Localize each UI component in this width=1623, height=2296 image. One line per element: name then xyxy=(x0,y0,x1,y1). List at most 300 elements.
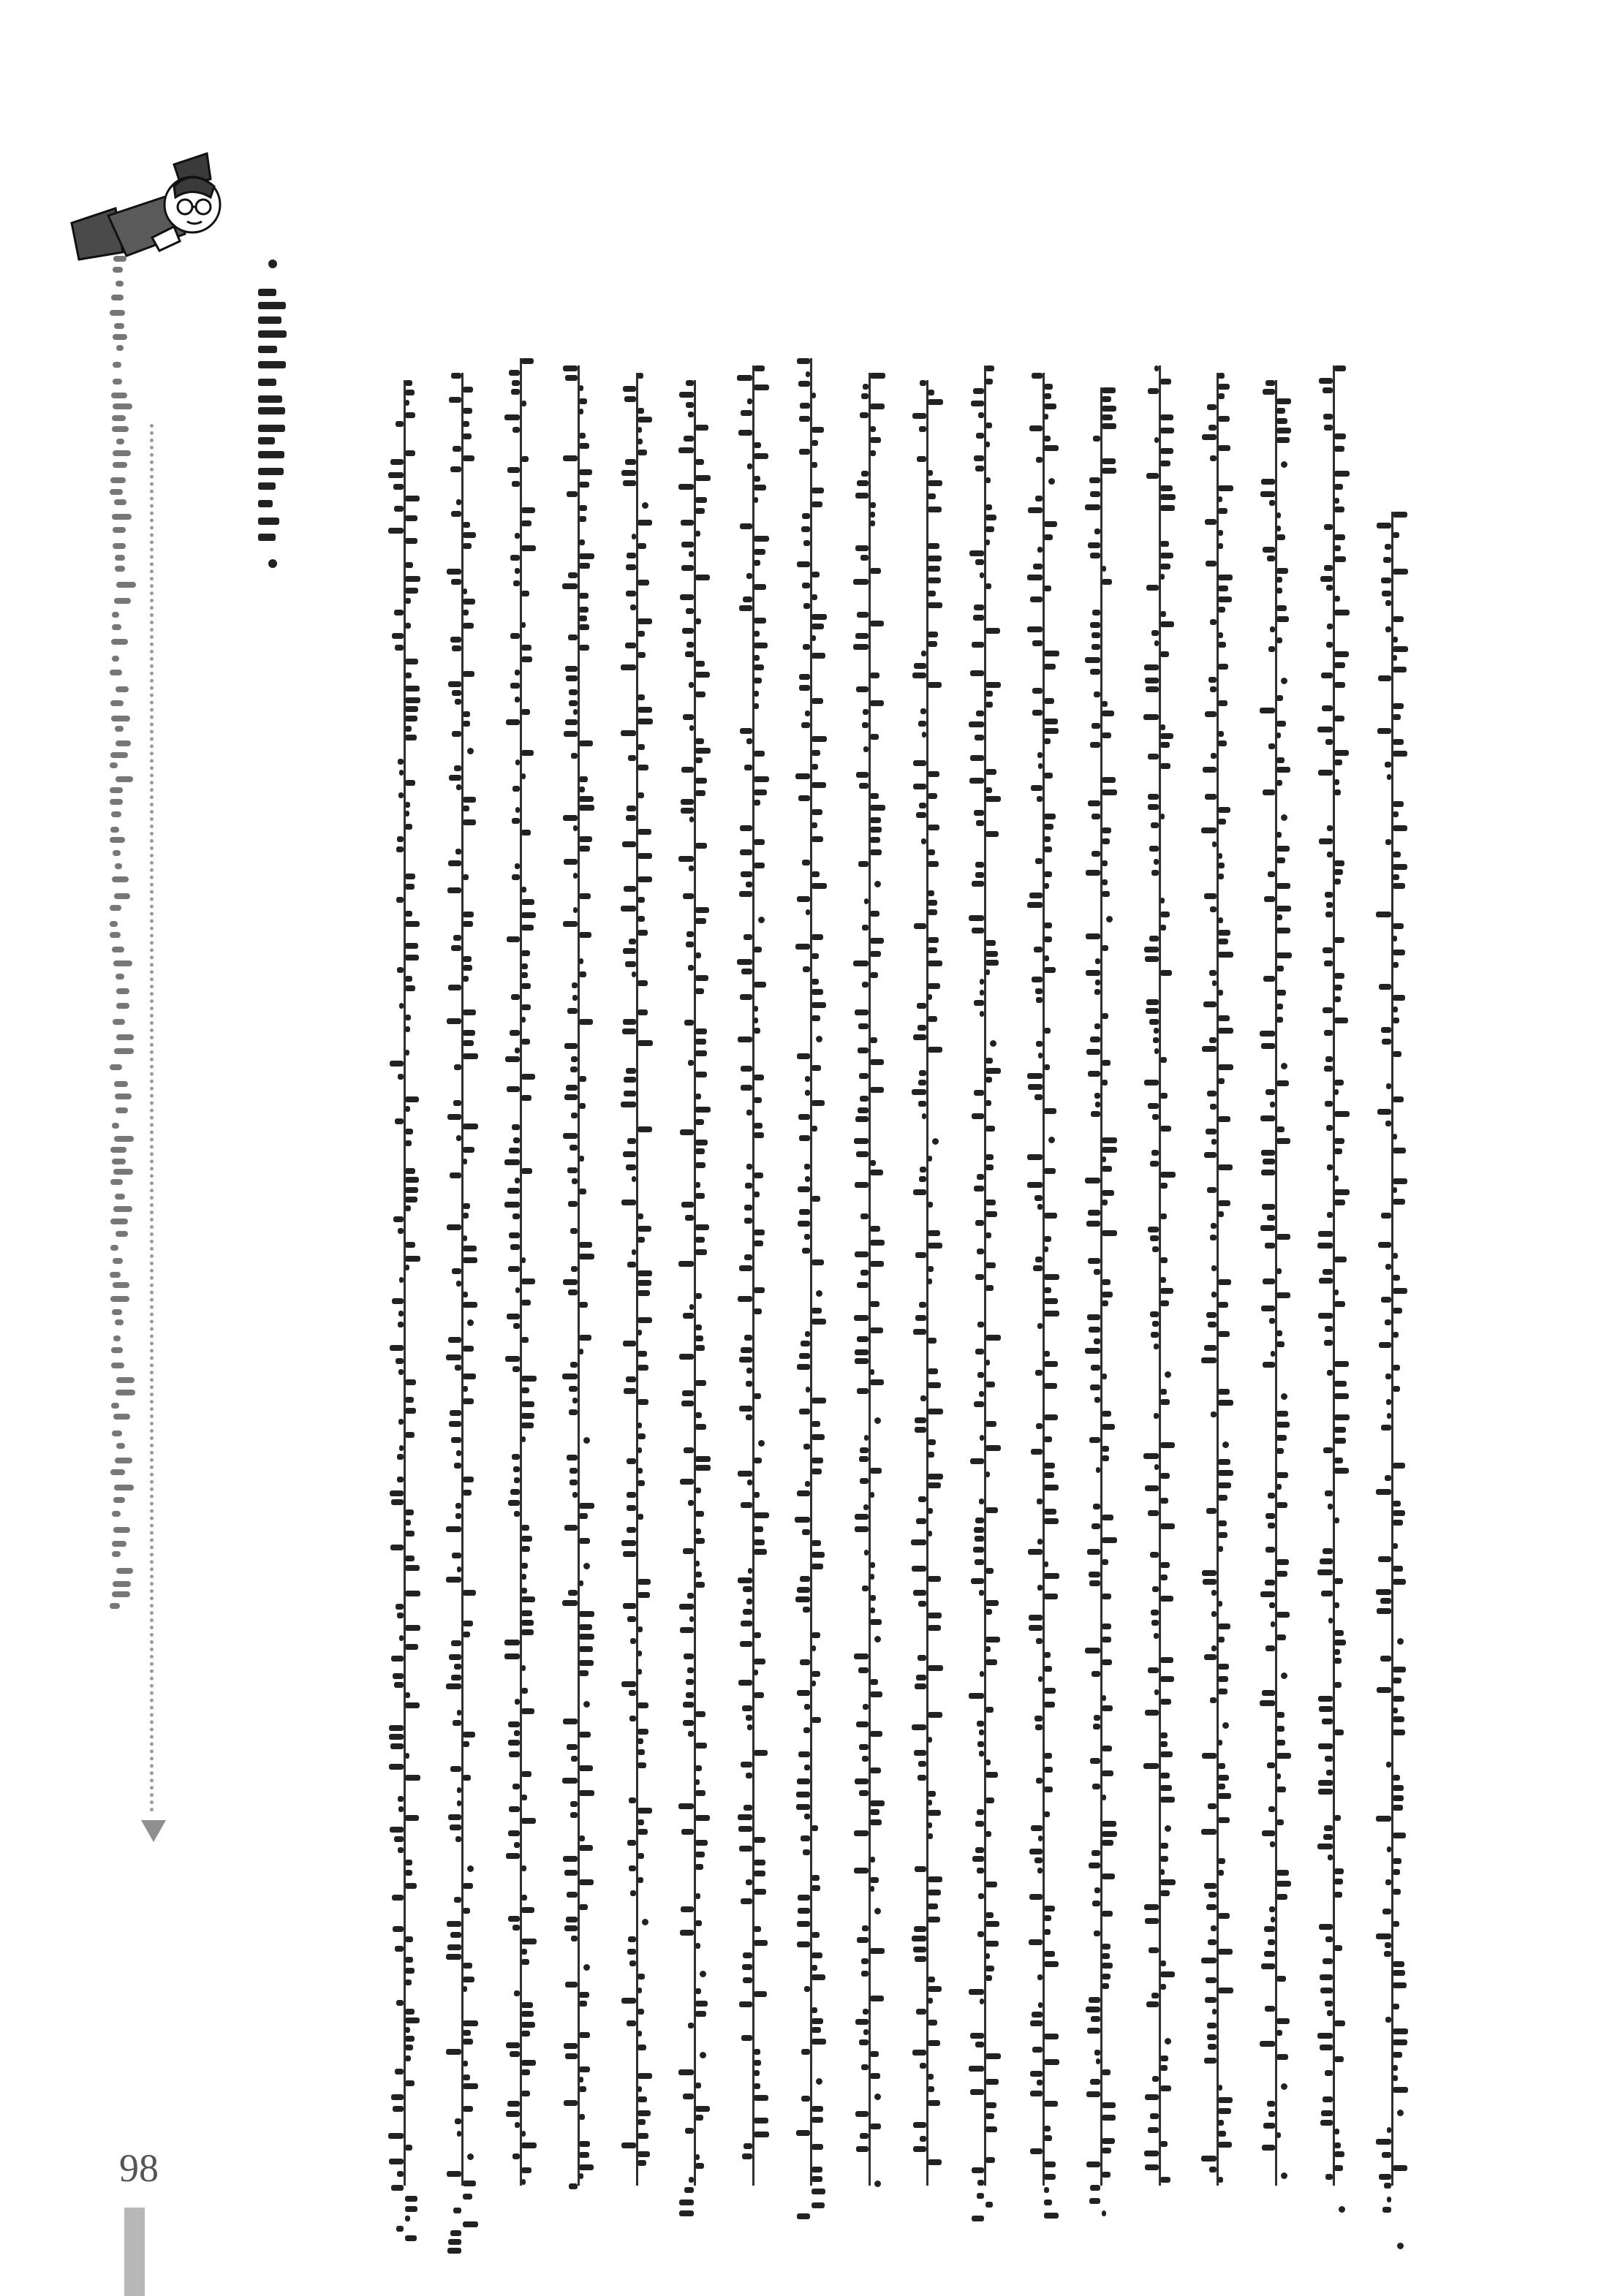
text-stroke xyxy=(1044,1064,1050,1070)
text-stroke xyxy=(638,744,645,750)
text-stroke xyxy=(1102,1424,1115,1430)
text-stroke xyxy=(695,1140,708,1145)
text-stroke xyxy=(975,1847,984,1853)
text-stroke xyxy=(812,1540,821,1546)
text-stroke xyxy=(1102,1515,1113,1520)
text-stroke xyxy=(1029,1894,1043,1900)
text-stroke xyxy=(1037,752,1043,758)
text-stroke xyxy=(1154,1048,1159,1054)
text-stroke xyxy=(463,1490,472,1496)
text-stroke xyxy=(985,1100,991,1106)
text-stroke xyxy=(579,1634,594,1640)
text-stroke xyxy=(1150,1161,1159,1167)
text-stroke xyxy=(573,825,578,831)
text-stroke xyxy=(1381,1425,1391,1431)
text-stroke xyxy=(456,1281,461,1287)
text-stroke xyxy=(1160,564,1170,569)
text-stroke xyxy=(985,423,992,428)
text-stroke xyxy=(405,824,412,830)
text-stroke xyxy=(1027,902,1043,908)
text-stroke xyxy=(510,1489,520,1495)
text-column-spine xyxy=(578,365,580,2186)
text-stroke xyxy=(741,969,752,974)
text-stroke xyxy=(684,1447,694,1453)
text-stroke xyxy=(754,1028,760,1034)
text-stroke xyxy=(800,1659,810,1665)
text-stroke xyxy=(683,1313,694,1319)
text-stroke xyxy=(1218,530,1223,536)
text-stroke xyxy=(912,1566,926,1572)
text-stroke xyxy=(463,1246,477,1251)
text-stroke xyxy=(854,1315,869,1321)
text-stroke xyxy=(1393,2065,1398,2071)
text-stroke xyxy=(405,2036,415,2042)
text-stroke xyxy=(1276,732,1281,738)
text-punctuation xyxy=(874,2181,881,2187)
text-stroke xyxy=(812,1632,820,1638)
text-stroke xyxy=(870,1379,884,1385)
text-stroke xyxy=(1276,906,1291,912)
text-stroke xyxy=(975,1559,984,1565)
text-stroke xyxy=(1160,651,1169,657)
text-stroke xyxy=(398,1369,404,1375)
text-stroke xyxy=(975,862,984,868)
text-stroke xyxy=(463,2106,473,2112)
text-stroke xyxy=(985,2202,993,2208)
text-stroke xyxy=(914,1750,926,1756)
text-stroke xyxy=(1044,871,1052,877)
text-stroke xyxy=(695,2154,700,2160)
text-stroke xyxy=(812,1469,822,1474)
text-stroke xyxy=(1218,1689,1227,1694)
text-stroke xyxy=(1276,577,1282,583)
text-stroke xyxy=(860,555,869,561)
text-stroke xyxy=(680,1930,694,1936)
text-stroke xyxy=(695,672,710,678)
text-stroke xyxy=(681,799,694,805)
text-stroke xyxy=(1218,863,1225,868)
text-stroke xyxy=(1102,1821,1116,1827)
header-text-stroke xyxy=(110,1219,128,1224)
text-stroke xyxy=(1160,1984,1166,1990)
header-text-stroke xyxy=(110,1064,122,1070)
text-stroke xyxy=(638,1447,642,1453)
text-stroke xyxy=(695,1028,707,1034)
text-stroke xyxy=(1320,1974,1333,1980)
text-stroke xyxy=(579,1611,594,1617)
text-stroke xyxy=(638,2073,652,2079)
text-stroke xyxy=(747,1479,752,1485)
text-stroke xyxy=(684,2187,694,2193)
text-stroke xyxy=(799,685,810,691)
text-punctuation xyxy=(583,1437,590,1444)
text-stroke xyxy=(1218,1211,1224,1217)
text-stroke xyxy=(920,380,926,386)
text-stroke xyxy=(463,2030,471,2036)
text-stroke xyxy=(1380,1656,1391,1662)
text-stroke xyxy=(463,797,476,803)
text-stroke xyxy=(405,1140,412,1146)
text-stroke xyxy=(1270,1841,1275,1847)
text-column xyxy=(968,227,1002,2200)
text-stroke xyxy=(870,1160,876,1166)
text-stroke xyxy=(638,1819,644,1825)
heading-stroke xyxy=(258,407,285,414)
text-stroke xyxy=(1160,1126,1171,1132)
text-stroke xyxy=(625,961,636,967)
text-stroke xyxy=(1150,1235,1159,1241)
text-stroke xyxy=(985,1077,992,1083)
text-stroke xyxy=(521,507,535,513)
text-stroke xyxy=(970,1458,984,1464)
text-stroke xyxy=(684,1653,694,1659)
text-stroke xyxy=(985,1068,1001,1074)
text-stroke xyxy=(1327,825,1333,831)
text-stroke xyxy=(754,800,760,806)
text-stroke xyxy=(463,1009,476,1015)
text-stroke xyxy=(1393,1365,1400,1371)
text-stroke xyxy=(915,1866,926,1872)
text-stroke xyxy=(1328,1854,1333,1860)
text-stroke xyxy=(980,1435,984,1441)
text-stroke xyxy=(1036,1778,1043,1784)
text-stroke xyxy=(754,631,760,637)
text-stroke xyxy=(1034,1716,1043,1721)
text-stroke xyxy=(915,1956,926,1962)
header-text-stroke xyxy=(113,450,131,456)
text-stroke xyxy=(1035,496,1043,501)
header-text-stroke xyxy=(110,752,128,758)
text-stroke xyxy=(1393,703,1404,709)
text-stroke xyxy=(739,1846,752,1852)
text-stroke xyxy=(579,1904,588,1910)
text-stroke xyxy=(969,1693,984,1699)
text-stroke xyxy=(405,1168,415,1174)
text-stroke xyxy=(1268,1523,1275,1528)
text-stroke xyxy=(405,976,412,982)
text-stroke xyxy=(1218,445,1230,451)
text-stroke xyxy=(521,1017,526,1023)
text-stroke xyxy=(391,1499,404,1505)
text-stroke xyxy=(638,980,648,986)
text-stroke xyxy=(405,811,409,817)
text-stroke xyxy=(1208,425,1217,431)
text-stroke xyxy=(568,1590,578,1596)
text-stroke xyxy=(446,2049,461,2055)
text-stroke xyxy=(857,1282,869,1288)
text-stroke xyxy=(1262,1830,1275,1836)
text-stroke xyxy=(521,1095,531,1101)
text-stroke xyxy=(859,2039,869,2045)
text-stroke xyxy=(1102,1292,1113,1297)
text-stroke xyxy=(1276,1472,1288,1478)
text-stroke xyxy=(1324,1340,1333,1346)
text-stroke xyxy=(806,371,810,377)
text-stroke xyxy=(985,1382,995,1387)
text-stroke xyxy=(754,2095,768,2101)
text-stroke xyxy=(1208,2044,1217,2050)
text-stroke xyxy=(798,1221,810,1227)
text-stroke xyxy=(457,1800,461,1806)
text-stroke xyxy=(638,2009,644,2015)
text-stroke xyxy=(972,1856,984,1862)
text-stroke xyxy=(638,1040,653,1046)
text-stroke xyxy=(1276,914,1282,920)
text-stroke xyxy=(1323,387,1333,393)
text-stroke xyxy=(629,1716,636,1721)
text-stroke xyxy=(741,1347,752,1353)
header-text-stroke xyxy=(113,1206,132,1212)
text-stroke xyxy=(1393,1332,1399,1338)
text-stroke xyxy=(405,412,415,418)
text-stroke xyxy=(928,543,939,549)
text-stroke xyxy=(1376,1489,1391,1495)
text-stroke xyxy=(740,728,752,734)
text-stroke xyxy=(1276,1612,1290,1618)
text-stroke xyxy=(855,545,869,551)
text-column xyxy=(1375,227,1409,2200)
text-stroke xyxy=(695,1852,705,1857)
text-stroke xyxy=(1334,596,1340,602)
text-punctuation xyxy=(467,748,474,754)
text-stroke xyxy=(747,463,752,469)
text-stroke xyxy=(454,1463,461,1469)
text-stroke xyxy=(797,1490,810,1496)
text-stroke xyxy=(1038,763,1043,769)
text-stroke xyxy=(1276,721,1286,727)
text-stroke xyxy=(855,633,869,639)
text-stroke xyxy=(681,1401,694,1406)
text-stroke xyxy=(679,1604,694,1610)
text-stroke xyxy=(976,433,984,439)
text-stroke xyxy=(1218,740,1227,746)
text-stroke xyxy=(1102,1279,1111,1285)
text-stroke xyxy=(1268,1493,1275,1499)
text-stroke xyxy=(1218,819,1226,825)
text-stroke xyxy=(812,624,824,629)
text-stroke xyxy=(405,1968,415,1974)
text-stroke xyxy=(1334,534,1345,540)
text-stroke xyxy=(455,1836,461,1842)
text-stroke xyxy=(521,622,526,628)
text-stroke xyxy=(1044,1213,1057,1219)
text-stroke xyxy=(975,1349,984,1355)
text-stroke xyxy=(1319,1278,1333,1284)
text-stroke xyxy=(1102,566,1106,572)
text-stroke xyxy=(405,598,411,604)
text-stroke xyxy=(562,1600,578,1606)
text-stroke xyxy=(1218,632,1223,638)
text-stroke xyxy=(1334,1578,1343,1584)
text-stroke xyxy=(972,2167,984,2173)
text-stroke xyxy=(754,1940,768,1946)
text-stroke xyxy=(1266,380,1275,386)
text-stroke xyxy=(1036,1041,1043,1047)
text-stroke xyxy=(682,628,694,634)
text-stroke xyxy=(683,714,694,720)
text-stroke xyxy=(928,825,939,830)
text-stroke xyxy=(1393,1253,1398,1259)
text-stroke xyxy=(812,1015,820,1021)
text-stroke xyxy=(695,2083,701,2088)
text-punctuation xyxy=(758,1440,765,1447)
text-stroke xyxy=(754,453,768,459)
text-stroke xyxy=(1387,1413,1391,1419)
text-stroke xyxy=(799,1135,810,1141)
text-stroke xyxy=(1378,1556,1391,1562)
text-stroke xyxy=(390,1061,404,1066)
text-stroke xyxy=(573,873,578,879)
text-stroke xyxy=(754,678,762,683)
text-stroke xyxy=(1093,436,1100,442)
text-stroke xyxy=(743,1952,752,1958)
text-stroke xyxy=(563,1133,578,1139)
text-stroke xyxy=(1393,1178,1407,1184)
text-stroke xyxy=(1044,1688,1056,1694)
text-stroke xyxy=(812,934,823,940)
text-stroke xyxy=(969,778,984,784)
text-stroke xyxy=(916,1518,926,1524)
text-stroke xyxy=(1044,1951,1055,1957)
text-column xyxy=(1143,227,1176,2200)
text-stroke xyxy=(1211,1412,1217,1417)
text-stroke xyxy=(1044,1108,1056,1114)
text-stroke xyxy=(1044,1274,1059,1280)
text-stroke xyxy=(1328,1504,1333,1509)
text-stroke xyxy=(1095,1102,1100,1107)
text-stroke xyxy=(1160,1657,1173,1663)
text-stroke xyxy=(405,706,418,712)
text-stroke xyxy=(457,1710,461,1716)
text-stroke xyxy=(754,618,766,624)
text-stroke xyxy=(638,652,646,658)
header-text-stroke xyxy=(116,1443,125,1449)
text-stroke xyxy=(977,2180,984,2186)
text-stroke xyxy=(1393,1463,1405,1469)
text-stroke xyxy=(799,416,810,422)
text-stroke xyxy=(928,2074,934,2080)
text-stroke xyxy=(1034,1094,1043,1100)
text-stroke xyxy=(1276,1740,1285,1746)
text-stroke xyxy=(1218,607,1225,613)
text-stroke xyxy=(695,425,708,431)
text-stroke xyxy=(695,778,707,784)
text-stroke xyxy=(680,1479,694,1485)
text-punctuation xyxy=(583,1964,590,1971)
text-stroke xyxy=(1102,2148,1111,2153)
text-stroke xyxy=(928,1243,942,1249)
text-stroke xyxy=(1102,423,1116,429)
text-stroke xyxy=(1328,1618,1333,1624)
text-stroke xyxy=(754,560,760,566)
text-stroke xyxy=(1160,1751,1173,1757)
text-stroke xyxy=(737,959,752,965)
text-stroke xyxy=(579,1076,586,1082)
text-stroke xyxy=(985,1058,993,1064)
text-stroke xyxy=(798,795,810,801)
text-stroke xyxy=(512,786,520,792)
text-stroke xyxy=(1276,1773,1281,1779)
text-stroke xyxy=(508,1740,520,1746)
header-text-stroke xyxy=(116,740,131,746)
text-stroke xyxy=(985,2079,999,2085)
text-stroke xyxy=(507,1188,520,1194)
text-stroke xyxy=(1334,1111,1350,1117)
header-text-stroke xyxy=(115,1319,124,1325)
text-stroke xyxy=(695,1162,705,1168)
text-stroke xyxy=(1144,1904,1159,1910)
text-stroke xyxy=(1160,898,1165,903)
text-stroke xyxy=(862,1925,869,1931)
text-stroke xyxy=(985,1164,994,1170)
text-punctuation xyxy=(1281,461,1287,468)
text-stroke xyxy=(627,1262,636,1268)
text-stroke xyxy=(579,1670,589,1676)
text-stroke xyxy=(1393,852,1401,857)
text-stroke xyxy=(1091,1365,1100,1371)
text-stroke xyxy=(1218,1949,1233,1955)
text-stroke xyxy=(812,2039,826,2045)
text-column-spine xyxy=(694,380,696,2186)
text-stroke xyxy=(1334,2165,1343,2171)
text-stroke xyxy=(858,1667,869,1673)
text-stroke xyxy=(754,982,766,988)
text-stroke xyxy=(405,985,415,991)
text-stroke xyxy=(564,1925,578,1931)
text-stroke xyxy=(405,1692,410,1698)
text-stroke xyxy=(754,1393,761,1399)
text-stroke xyxy=(1102,1624,1111,1629)
text-stroke xyxy=(754,1632,761,1638)
text-stroke xyxy=(393,1216,404,1222)
text-stroke xyxy=(1218,1546,1223,1552)
text-stroke xyxy=(1092,814,1100,819)
text-stroke xyxy=(629,1690,636,1696)
header-text-stroke xyxy=(110,670,122,675)
text-stroke xyxy=(859,783,869,789)
text-stroke xyxy=(638,2045,646,2050)
text-stroke xyxy=(679,2210,694,2216)
text-stroke xyxy=(799,1353,810,1359)
text-stroke xyxy=(1260,1591,1275,1597)
text-stroke xyxy=(1089,1580,1100,1586)
text-stroke xyxy=(1325,1756,1333,1762)
text-stroke xyxy=(1149,846,1159,852)
text-stroke xyxy=(974,1527,984,1533)
text-stroke xyxy=(695,1293,702,1299)
text-stroke xyxy=(622,841,636,847)
text-stroke xyxy=(688,412,694,417)
text-stroke xyxy=(928,1625,941,1631)
text-stroke xyxy=(686,1692,694,1698)
text-stroke xyxy=(1384,2183,1391,2189)
text-stroke xyxy=(1320,2120,1333,2126)
text-stroke xyxy=(521,1257,526,1263)
header-text-stroke xyxy=(113,267,123,273)
header-text-stroke xyxy=(113,1019,125,1025)
text-stroke xyxy=(405,1702,420,1708)
text-stroke xyxy=(1334,1518,1339,1523)
text-stroke xyxy=(863,384,869,390)
text-stroke xyxy=(812,427,824,433)
text-stroke xyxy=(1206,561,1217,567)
text-stroke xyxy=(862,925,869,931)
text-stroke xyxy=(855,1009,869,1015)
header-text-stroke xyxy=(112,947,124,952)
text-stroke xyxy=(985,969,990,975)
text-stroke xyxy=(918,1655,926,1661)
text-stroke xyxy=(1160,1785,1172,1791)
